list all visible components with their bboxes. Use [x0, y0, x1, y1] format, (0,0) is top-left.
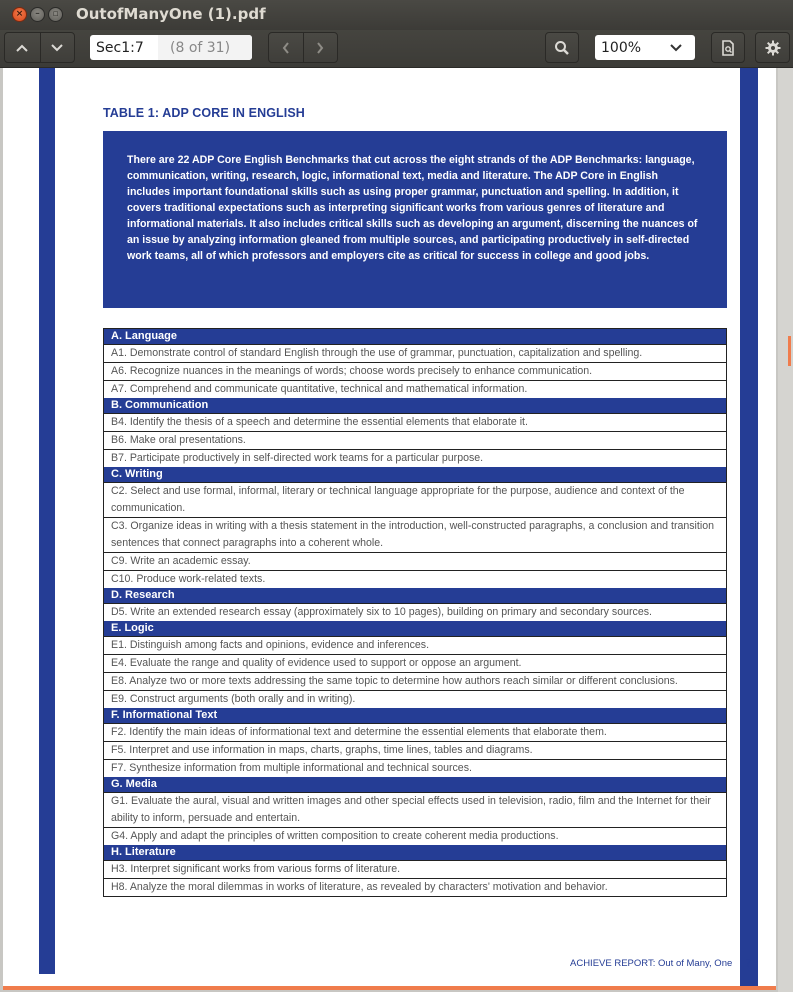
- page-footer: ACHIEVE REPORT: Out of Many, One: [570, 958, 733, 969]
- page-right-stripe: [740, 68, 758, 988]
- table-row: B7. Participate productively in self-directed work teams for a particular purpose.: [111, 452, 484, 464]
- section-heading: H. Literature: [104, 845, 726, 861]
- search-button[interactable]: [545, 32, 579, 63]
- section-media: [104, 777, 726, 845]
- document-properties-button[interactable]: [711, 32, 745, 63]
- page-bottom-accent: [3, 986, 776, 990]
- section-heading: C. Writing: [104, 467, 726, 483]
- previous-result-button[interactable]: [5, 33, 40, 62]
- chevron-right-icon: [315, 41, 325, 55]
- next-result-button[interactable]: [40, 33, 75, 62]
- table-row: E1. Distinguish among facts and opinions, evidence and inferences.: [104, 637, 726, 655]
- benchmarks-table: [103, 328, 727, 897]
- table-row: E4. Evaluate the range and quality of evidence used to support or oppose an argument.: [104, 655, 726, 673]
- window-minimize-button[interactable]: [30, 7, 45, 22]
- chevron-down-icon: [50, 43, 64, 53]
- chevron-left-icon: [281, 41, 291, 55]
- chevron-down-icon: [669, 43, 683, 53]
- section-heading: E. Logic: [104, 621, 726, 637]
- window-close-button[interactable]: [12, 7, 27, 22]
- section-heading: G. Media: [104, 777, 726, 793]
- vertical-scrollbar[interactable]: [778, 68, 793, 992]
- section-informational-text: [104, 708, 726, 777]
- minimize-icon: –: [35, 9, 40, 19]
- document-viewer[interactable]: [0, 68, 793, 992]
- chevron-up-icon: [15, 43, 29, 53]
- table-row: D5. Write an extended research essay (approximately six to 10 pages), building on primary and secondary sources.: [111, 606, 652, 618]
- table-row: C10. Produce work-related texts.: [111, 573, 266, 585]
- table-row: A6. Recognize nuances in the meanings of words; choose words precisely to enhance communication.: [104, 363, 726, 381]
- gear-icon: [765, 40, 781, 56]
- section-writing: [104, 467, 726, 588]
- table-row: C2. Select and use formal, informal, literary or technical language appropriate for the purpose, audience and context of the communication.: [104, 483, 726, 518]
- table-row: A1. Demonstrate control of standard English through the use of grammar, punctuation, capitalization and spelling.: [104, 345, 726, 363]
- scrollbar-position-marker[interactable]: [788, 336, 791, 366]
- page-number: 7: [745, 956, 752, 970]
- page-nav: [268, 32, 338, 63]
- title-bar: [0, 0, 793, 30]
- intro-box: There are 22 ADP Core English Benchmarks that cut across the eight strands of the ADP Benchmarks: language, communication, writing, research, logic, informational text, media and literature. The ADP Core in English includes important foundational skills such as using proper grammar, punctuation and spelling. In addition, it covers traditional expectations such as interpreting significant works from various genres of literature and informational materials. It also includes critical skills such as developing an argument, discerning the nuances of an issue by analyzing information gleaned from multiple sources, and participating productively in self-directed work teams, all of which professors and employers cite as critical for success in college and good jobs.: [103, 131, 727, 308]
- page-entry[interactable]: [90, 35, 252, 60]
- previous-page-button[interactable]: [269, 33, 303, 62]
- toolbar: [0, 30, 793, 68]
- table-row: E8. Analyze two or more texts addressing the same topic to determine how authors reach similar or different conclusions.: [104, 673, 726, 691]
- zoom-select[interactable]: [595, 35, 695, 60]
- table-row: G1. Evaluate the aural, visual and written images and other special effects used in television, radio, film and the Internet for their ability to inform, persuade and entertain.: [104, 793, 726, 828]
- window-maximize-button[interactable]: [48, 7, 63, 22]
- table-row: C3. Organize ideas in writing with a thesis statement in the introduction, well-constructed paragraphs, a conclusion and transition sentences that connect paragraphs into a coherent whole.: [104, 518, 726, 553]
- section-research: [104, 588, 726, 621]
- section-communication: [104, 398, 726, 467]
- page-left-stripe: [39, 68, 55, 974]
- maximize-icon: ▫: [52, 9, 59, 19]
- pdf-page: [3, 68, 776, 988]
- search-icon: [554, 40, 570, 56]
- section-heading: A. Language: [104, 329, 726, 345]
- search-result-nav: [4, 32, 75, 63]
- page-count: (8 of 31): [158, 35, 252, 60]
- page-label-input[interactable]: Sec1:7: [96, 39, 144, 56]
- section-literature: [104, 845, 726, 896]
- close-icon: ×: [15, 9, 24, 19]
- table-row: F2. Identify the main ideas of informational text and determine the essential elements that elaborate them.: [104, 724, 726, 742]
- next-page-button[interactable]: [303, 33, 337, 62]
- document-icon: [721, 40, 735, 56]
- section-heading: D. Research: [104, 588, 726, 604]
- section-logic: [104, 621, 726, 708]
- section-language: [104, 329, 726, 398]
- zoom-value: 100%: [601, 39, 642, 56]
- table-row: C9. Write an academic essay.: [104, 553, 726, 571]
- table-title: TABLE 1: ADP CORE IN ENGLISH: [103, 106, 305, 120]
- window-title: OutofManyOne (1).pdf: [76, 5, 266, 23]
- table-row: H3. Interpret significant works from various forms of literature.: [104, 861, 726, 879]
- table-row: A7. Comprehend and communicate quantitative, technical and mathematical information.: [111, 383, 528, 395]
- table-row: B4. Identify the thesis of a speech and determine the essential elements that elaborate it.: [104, 414, 726, 432]
- table-row: F5. Interpret and use information in maps, charts, graphs, time lines, tables and diagrams.: [104, 742, 726, 760]
- table-row: B6. Make oral presentations.: [104, 432, 726, 450]
- table-row: E9. Construct arguments (both orally and in writing).: [111, 693, 356, 705]
- section-heading: B. Communication: [104, 398, 726, 414]
- section-heading: F. Informational Text: [104, 708, 726, 724]
- table-row: F7. Synthesize information from multiple informational and technical sources.: [111, 762, 472, 774]
- table-row: G4. Apply and adapt the principles of written composition to create coherent media productions.: [111, 830, 559, 842]
- settings-button[interactable]: [755, 32, 790, 63]
- table-row: H8. Analyze the moral dilemmas in works of literature, as revealed by characters' motivation and behavior.: [111, 881, 608, 893]
